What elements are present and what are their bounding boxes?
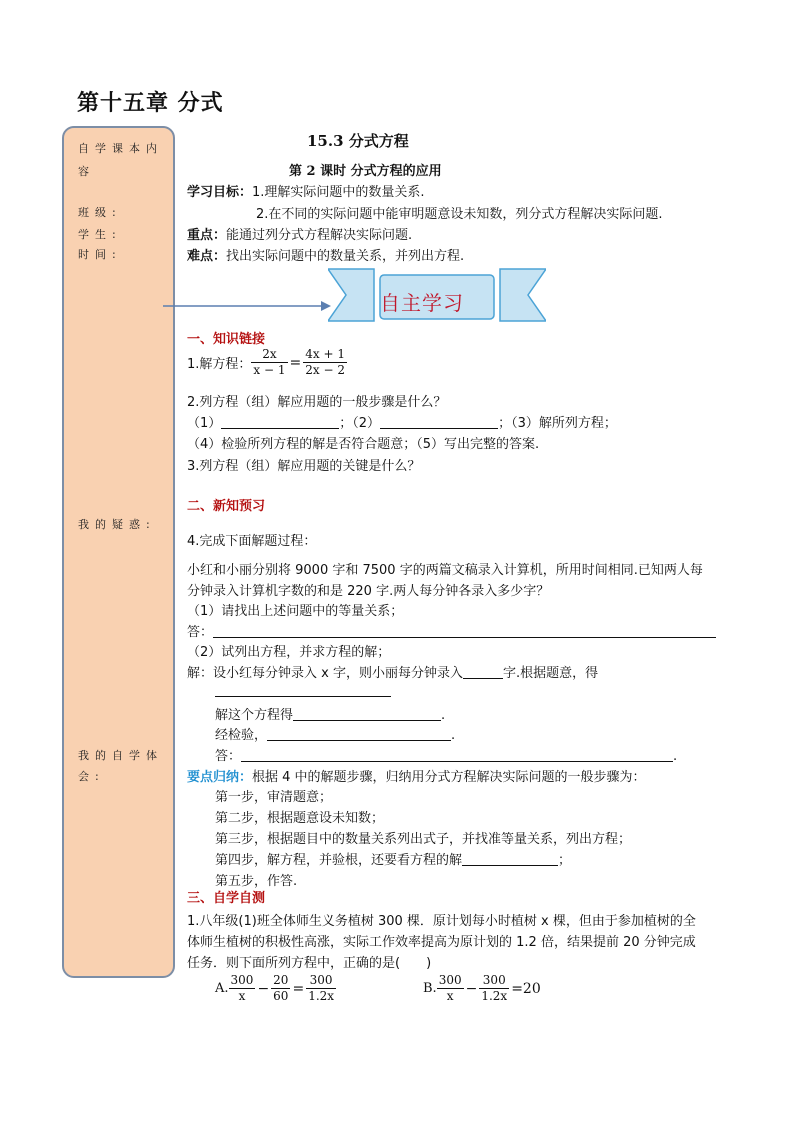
option-a-minus: − [257,980,270,997]
option-a[interactable] [215,973,336,1004]
blank-step2[interactable] [380,415,498,429]
q2-step2: ；（2） [339,416,381,431]
check-row: 经检验， . [215,728,456,743]
equation-q1 [187,347,347,378]
answer-2-row: 答： . [215,749,678,764]
problem3-line-2: 体师生植树的积极性高涨，实际工作效率提高为原计划的 1.2 倍，结果提前 20 分钟完成 [187,935,696,950]
summary-text: 根据 4 中的解题步骤，归纳用分式方程解决实际问题的一般步骤为： [252,770,646,785]
q1-lhs-num: 2x [251,347,287,363]
q1-rhs-den: 2x − 2 [305,363,345,377]
step-4-blank[interactable] [462,852,558,866]
check-blank[interactable] [267,727,451,741]
option-a-f3-den: 1.2x [308,989,335,1003]
summary-label: 要点归纳： [187,770,253,785]
step-4-text: 第四步，解方程，并验根，还要看方程的解 [215,853,463,868]
sidebar-student-label: 学生: [78,228,122,241]
step-2: 第二步，根据题意设未知数； [215,811,385,826]
lesson-title: 第 2 课时 分式方程的应用 [289,164,442,179]
subquestion-1: （1）请找出上述问题中的等量关系； [187,604,404,619]
option-a-f3-num: 300 [306,973,336,989]
problem-line-2: 分钟录入计算机字数的和是 220 字.两人每分钟各录入多少字？ [187,584,550,599]
goal-1: 1.理解实际问题中的数量关系. [252,185,425,200]
subquestion-2: （2）试列出方程，并求方程的解； [187,645,391,660]
option-b-label: B. [423,981,437,996]
q1-prefix: 1.解方程： [187,357,252,372]
solve-text-b: 字.根据题意，得 [502,666,599,681]
arrow-line [163,298,333,314]
option-b-f1-den: x [446,989,454,1003]
step-5: 第五步，作答. [215,874,298,889]
sidebar-panel [62,126,175,978]
option-a-f2-num: 20 [273,973,289,987]
part3-heading: 三、自学自测 [187,891,266,906]
option-a-equals: = [292,980,305,997]
chapter-title: 第十五章 分式 [77,91,224,116]
q2-step1: （1） [187,416,222,431]
question-2: 2.列方程（组）解应用题的一般步骤是什么？ [187,395,447,410]
solve-row [187,662,598,681]
option-a-label: A. [215,981,229,996]
answer-1-row [187,621,716,640]
q1-lhs-den: x − 1 [253,363,286,377]
step-4-row [215,849,571,868]
option-b-f2-num: 300 [479,973,509,989]
q1-lhs-fraction [251,347,287,378]
q2-step3: ；（3）解所列方程； [498,416,617,431]
solution-label: 解这个方程得 [215,708,294,723]
sidebar-doubts-label: 我的疑惑: [78,518,156,531]
q1-equals: = [289,354,302,371]
q2-steps-line1 [187,412,617,431]
step-4-end: ； [558,853,572,868]
key-point-label: 重点： [187,228,227,243]
summary-row [187,766,646,785]
step-1: 第一步，审清题意； [215,790,333,805]
answer-2-blank[interactable] [241,748,673,762]
option-a-frac3 [306,973,336,1004]
option-b[interactable] [423,973,543,1004]
answer-1-blank[interactable] [213,624,716,638]
solution-row: 解这个方程得 . [215,708,446,723]
option-a-f2-den: 60 [273,989,289,1003]
q2-steps-line2: （4）检验所列方程的解是否符合题意；（5）写出完整的答案. [187,437,540,452]
section-title: 15.3 分式方程 [307,132,409,150]
key-point-text: 能通过列分式方程解决实际问题. [226,228,413,243]
option-a-f1-den: x [238,989,246,1003]
option-b-f2-den: 1.2x [481,989,508,1003]
part2-heading: 二、新知预习 [187,499,266,514]
solve-text-a: 解：设小红每分钟录入 x 字，则小丽每分钟录入 [187,666,463,681]
difficulty-label: 难点： [187,249,227,264]
q1-rhs-num: 4x + 1 [305,347,345,361]
banner-text: 自主学习 [380,291,464,315]
option-b-frac2 [479,973,509,1004]
sidebar-class-label: 班级: [78,206,122,219]
problem3-line-3: 任务．则下面所列方程中，正确的是( ) [187,956,432,971]
difficulty-text: 找出实际问题中的数量关系，并列出方程. [226,249,465,264]
sidebar-study-content: 自学课本内 [78,142,163,155]
question-3: 3.列方程（组）解应用题的关键是什么？ [187,459,421,474]
goals-label: 学习目标： [187,185,253,200]
equation-blank[interactable] [215,683,391,697]
option-b-equals: =20 [511,980,541,997]
step-3: 第三步，根据题目中的数量关系列出式子，并找准等量关系，列出方程； [215,832,632,847]
answer-1-label: 答： [187,625,214,640]
answer-2-label: 答： [215,749,242,764]
q1-rhs-fraction [303,347,347,378]
check-label: 经检验， [215,728,268,743]
problem3-line-1: 1.八年级(1)班全体师生义务植树 300 棵．原计划每小时植树 x 棵，但由于参加植树的全 [187,914,696,929]
solution-blank[interactable] [293,707,441,721]
sidebar-study-content-cont: 容 [78,165,95,178]
option-a-f1-num: 300 [230,973,254,987]
part1-heading: 一、知识链接 [187,332,266,347]
problem-line-1: 小红和小丽分别将 9000 字和 7500 字的两篇文稿录入计算机，所用时间相同.已知两人每 [187,563,703,578]
blank-step1[interactable] [221,415,339,429]
goal-2: 2.在不同的实际问题中能审明题意设未知数，列分式方程解决实际问题. [256,207,663,222]
option-b-frac1 [437,973,464,1004]
equation-blank-row [215,683,391,699]
option-b-minus: − [465,980,478,997]
option-b-f1-num: 300 [438,973,462,987]
option-a-frac2 [271,973,290,1004]
option-a-frac1 [229,973,256,1004]
sidebar-time-label: 时间: [78,248,122,261]
sidebar-experience-label: 我的自学体 [78,749,163,762]
xiaoli-blank[interactable] [463,665,503,679]
sidebar-experience-cont: 会: [78,770,105,783]
question-4: 4.完成下面解题过程： [187,534,317,549]
